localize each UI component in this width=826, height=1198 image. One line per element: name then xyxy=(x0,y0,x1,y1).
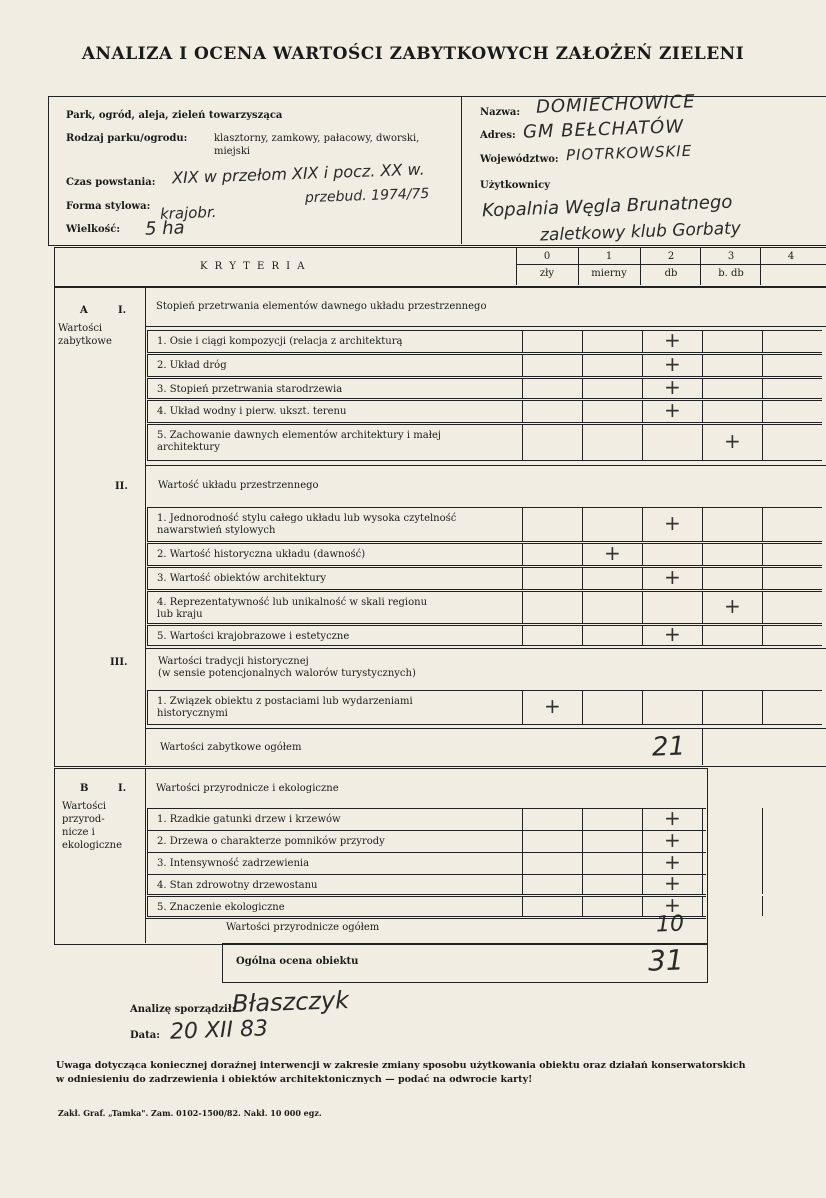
row-border xyxy=(147,808,148,830)
grid-col-line xyxy=(522,896,523,916)
grid-col-line xyxy=(522,625,523,645)
table-row-label: 1. Osie i ciągi kompozycji (relacja z architekturą xyxy=(157,336,403,347)
row-border xyxy=(147,623,822,624)
grid-col-line xyxy=(702,424,703,460)
overall-label: Ogólna ocena obiektu xyxy=(236,956,359,967)
grid-col-line xyxy=(522,378,523,398)
row-border xyxy=(147,378,148,398)
table-row-label: 1. Rzadkie gatunki drzew i krzewów xyxy=(157,814,341,825)
table-row-label: 3. Stopień przetrwania starodrzewia xyxy=(157,384,343,395)
row-border xyxy=(147,330,148,352)
section-b-name-2: przyrod- xyxy=(62,814,105,825)
section-b-left-divider xyxy=(145,768,146,943)
a-g1-title: Stopień przetrwania elementów dawnego układu przestrzennego xyxy=(156,301,487,312)
b-total-label: Wartości przyrodnicze ogółem xyxy=(226,922,380,933)
kryteria-hline xyxy=(516,264,826,265)
grid-col-line xyxy=(702,874,703,894)
section-a-letter: A xyxy=(80,305,88,316)
grid-col-line xyxy=(762,874,763,894)
page-title: ANALIZA I OCENA WARTOŚCI ZABYTKOWYCH ZAŁOŻEŃ ZIELENI xyxy=(81,44,745,64)
grid-col-line xyxy=(762,378,763,398)
woj-label: Województwo: xyxy=(480,154,559,165)
kryteria-col-name: b. db xyxy=(718,268,744,279)
plus-mark: + xyxy=(664,871,681,895)
grid-col-line xyxy=(762,896,763,916)
section-b-name-3: nicze i xyxy=(62,827,95,838)
uzytk-label: Użytkownicy xyxy=(480,180,551,191)
grid-col-line xyxy=(582,378,583,398)
wielkosc-value: 5 ha xyxy=(144,217,185,240)
grid-col-line xyxy=(642,625,643,645)
plus-mark: + xyxy=(664,806,681,830)
row-border xyxy=(147,591,822,592)
a-g1-line xyxy=(145,326,826,327)
row-border xyxy=(147,354,148,376)
plus-mark: + xyxy=(664,328,681,352)
czas-value-2: przebud. 1974/75 xyxy=(304,185,430,207)
grid-col-line xyxy=(582,424,583,460)
table-row-label: 1. Związek obiektu z postaciami lub wydarzeniami xyxy=(157,696,413,707)
grid-col-line xyxy=(522,591,523,623)
grid-col-line xyxy=(642,690,643,724)
section-divider xyxy=(145,728,826,729)
table-row-label: architektury xyxy=(157,442,220,453)
table-row-label: 1. Jednorodność stylu całego układu lub wysoka czytelność xyxy=(157,513,457,524)
row-border xyxy=(147,625,148,645)
grid-col-line xyxy=(762,567,763,589)
grid-col-line xyxy=(522,543,523,565)
grid-col-line xyxy=(702,808,703,830)
kryteria-col-name: mierny xyxy=(591,268,627,279)
table-row-label: 5. Wartości krajobrazowe i estetyczne xyxy=(157,631,350,642)
plus-mark: + xyxy=(664,893,681,917)
kryteria-col-num: 4 xyxy=(787,251,795,262)
row-border xyxy=(147,874,706,875)
row-border xyxy=(147,896,706,897)
table-row-label: 3. Intensywność zadrzewienia xyxy=(157,858,310,869)
data-label: Data: xyxy=(130,1030,160,1041)
section-a-roman3: III. xyxy=(110,657,128,668)
section-b-letter: B xyxy=(80,783,89,794)
row-border xyxy=(147,352,822,353)
grid-col-line xyxy=(582,690,583,724)
plus-mark: + xyxy=(664,352,681,376)
section-divider xyxy=(145,918,706,919)
uwaga-line-2: w odniesieniu do zadrzewienia i obiektów architektonicznych — podać na odwrocie karty! xyxy=(56,1074,533,1085)
grid-col-line xyxy=(582,874,583,894)
section-b-name-4: ekologiczne xyxy=(62,840,123,851)
grid-col-line xyxy=(642,354,643,376)
kryteria-col-num: 1 xyxy=(605,251,613,262)
b-g1-title: Wartości przyrodnicze i ekologiczne xyxy=(156,783,339,794)
plus-mark: + xyxy=(604,541,621,565)
grid-col-line xyxy=(522,830,523,852)
b-total-value: 10 xyxy=(655,911,685,938)
grid-col-line xyxy=(642,567,643,589)
grid-col-line xyxy=(522,567,523,589)
forma-value: krajobr. xyxy=(159,203,217,223)
grid-col-line xyxy=(642,543,643,565)
row-border xyxy=(147,625,822,626)
row-border xyxy=(147,507,148,541)
nazwa-label: Nazwa: xyxy=(480,107,521,118)
czas-value: XIX w przełom XIX i pocz. XX w. xyxy=(171,159,425,188)
woj-value: PIOTRKOWSKIE xyxy=(565,141,693,165)
row-border xyxy=(147,589,822,590)
table-row-label: 3. Wartość obiektów architektury xyxy=(157,573,327,584)
row-border xyxy=(147,894,706,895)
a-g2-title: Wartość układu przestrzennego xyxy=(158,480,319,491)
grid-col-line xyxy=(582,808,583,830)
row-border xyxy=(147,645,822,646)
plus-mark: + xyxy=(664,398,681,422)
grid-col-line xyxy=(522,507,523,541)
row-border xyxy=(147,916,706,917)
row-border xyxy=(147,398,822,399)
grid-col-line xyxy=(762,808,763,830)
grid-col-line xyxy=(702,896,703,916)
row-border xyxy=(147,567,148,589)
grid-col-line xyxy=(582,591,583,623)
plus-mark: + xyxy=(664,565,681,589)
row-border xyxy=(147,354,822,355)
plus-mark: + xyxy=(664,850,681,874)
grid-col-line xyxy=(702,591,703,623)
grid-col-line xyxy=(642,591,643,623)
grid-col-line xyxy=(762,424,763,460)
grid-col-line xyxy=(642,507,643,541)
kryteria-col-name: db xyxy=(664,268,678,279)
grid-col-line xyxy=(762,507,763,541)
grid-col-line xyxy=(582,400,583,422)
forma-label: Forma stylowa: xyxy=(66,201,151,212)
grid-col-line xyxy=(702,728,703,765)
row-border xyxy=(147,852,148,874)
header-divider xyxy=(461,96,462,244)
grid-col-line xyxy=(762,852,763,874)
kryteria-label: K R Y T E R I A xyxy=(200,261,307,272)
row-border xyxy=(147,567,822,568)
plus-mark: + xyxy=(664,511,681,535)
grid-col-line xyxy=(642,830,643,852)
row-border xyxy=(147,424,822,425)
wielkosc-label: Wielkość: xyxy=(66,224,121,235)
grid-col-line xyxy=(522,874,523,894)
grid-col-line xyxy=(642,400,643,422)
adres-value: GM BEŁCHATÓW xyxy=(522,116,685,143)
grid-col-line xyxy=(582,830,583,852)
grid-col-line xyxy=(582,567,583,589)
grid-col-line xyxy=(642,852,643,874)
a-g3-title: Wartości tradycji historycznej xyxy=(158,656,309,667)
table-row-label: historycznymi xyxy=(157,708,228,719)
grid-col-line xyxy=(582,896,583,916)
row-border xyxy=(147,422,822,423)
plus-mark: + xyxy=(664,828,681,852)
rodzaj-options: klasztorny, zamkowy, pałacowy, dworski, xyxy=(214,133,420,144)
plus-mark: + xyxy=(544,694,561,718)
grid-col-line xyxy=(762,625,763,645)
row-border xyxy=(147,724,822,725)
row-border xyxy=(147,690,148,724)
grid-col-line xyxy=(762,330,763,352)
kryteria-col-name: zły xyxy=(539,268,555,279)
section-b-name-1: Wartości xyxy=(62,801,107,812)
plus-mark: + xyxy=(664,622,681,646)
row-border xyxy=(147,376,822,377)
section-divider xyxy=(145,465,826,466)
print-info: Zakł. Graf. „Tamka". Zam. 0102-1500/82. Nakł. 10 000 egz. xyxy=(58,1108,322,1118)
park-label: Park, ogród, aleja, zieleń towarzysząca xyxy=(66,110,283,121)
grid-col-line xyxy=(642,896,643,916)
row-border xyxy=(147,543,822,544)
analize-label: Analizę sporządził: xyxy=(130,1004,236,1015)
table-row-label: 5. Znaczenie ekologiczne xyxy=(157,902,285,913)
row-border xyxy=(147,830,706,831)
section-a-left-divider xyxy=(145,287,146,765)
grid-col-line xyxy=(522,424,523,460)
section-a-roman1: I. xyxy=(118,305,127,316)
row-border xyxy=(147,541,822,542)
rodzaj-label: Rodzaj parku/ogrodu: xyxy=(66,133,188,144)
grid-col-line xyxy=(702,690,703,724)
grid-col-line xyxy=(762,354,763,376)
row-border xyxy=(147,543,148,565)
plus-mark: + xyxy=(724,594,741,618)
row-border xyxy=(147,896,148,916)
grid-col-line xyxy=(702,567,703,589)
grid-col-line xyxy=(702,354,703,376)
row-border xyxy=(147,400,822,401)
grid-col-line xyxy=(582,852,583,874)
table-row-label: 4. Reprezentatywność lub unikalność w skali regionu xyxy=(157,597,428,608)
row-border xyxy=(147,808,706,809)
grid-col-line xyxy=(702,852,703,874)
grid-col-line xyxy=(702,330,703,352)
data-value: 20 XII 83 xyxy=(169,1016,269,1045)
grid-col-line xyxy=(642,874,643,894)
a-g3-title-2: (w sensie potencjonalnych walorów turystycznych) xyxy=(158,668,416,679)
table-row-label: 4. Stan zdrowotny drzewostanu xyxy=(157,880,318,891)
uzytk-value-2: zaletkowy klub Gorbaty xyxy=(539,218,742,246)
table-row-label: 4. Układ wodny i pierw. ukszt. terenu xyxy=(157,406,347,417)
grid-col-line xyxy=(642,378,643,398)
row-border xyxy=(147,424,148,460)
section-a-name: Wartości zabytkowe xyxy=(58,323,112,347)
row-border xyxy=(147,591,148,623)
row-border xyxy=(147,460,822,461)
grid-col-line xyxy=(702,507,703,541)
section-b-roman1: I. xyxy=(118,783,127,794)
grid-col-line xyxy=(522,400,523,422)
grid-col-line xyxy=(702,543,703,565)
adres-label: Adres: xyxy=(480,130,516,141)
rodzaj-options-2: miejski xyxy=(214,146,251,157)
grid-col-line xyxy=(582,625,583,645)
grid-col-line xyxy=(522,354,523,376)
grid-col-line xyxy=(642,330,643,352)
a-total-value: 21 xyxy=(651,731,686,763)
grid-col-line xyxy=(582,354,583,376)
table-row-label: 2. Wartość historyczna układu (dawność) xyxy=(157,549,366,560)
kryteria-col-num: 0 xyxy=(543,251,551,262)
table-row-label: 2. Układ dróg xyxy=(157,360,227,371)
grid-col-line xyxy=(702,378,703,398)
uwaga-line-1: Uwaga dotycząca koniecznej doraźnej interwencji w zakresie zmiany sposobu użytkowania obiektu oraz działań konserwatorskich xyxy=(56,1060,746,1071)
row-border xyxy=(147,690,822,691)
row-border xyxy=(147,852,706,853)
a-total-label: Wartości zabytkowe ogółem xyxy=(160,742,302,753)
analize-value: Błaszczyk xyxy=(231,985,350,1019)
table-row-label: lub kraju xyxy=(157,609,203,620)
grid-col-line xyxy=(762,400,763,422)
row-border xyxy=(147,874,148,894)
section-divider xyxy=(145,648,826,649)
grid-col-line xyxy=(702,830,703,852)
grid-col-line xyxy=(522,852,523,874)
row-border xyxy=(147,330,822,331)
grid-col-line xyxy=(582,330,583,352)
grid-col-line xyxy=(762,543,763,565)
grid-col-line xyxy=(582,507,583,541)
grid-col-line xyxy=(702,625,703,645)
kryteria-col-num: 2 xyxy=(667,251,675,262)
grid-col-line xyxy=(642,424,643,460)
grid-col-line xyxy=(522,690,523,724)
overall-value: 31 xyxy=(647,943,685,978)
row-border xyxy=(147,565,822,566)
grid-col-line xyxy=(642,808,643,830)
grid-col-line xyxy=(582,543,583,565)
grid-col-line xyxy=(522,808,523,830)
grid-col-line xyxy=(762,591,763,623)
row-border xyxy=(147,378,822,379)
kryteria-col-num: 3 xyxy=(727,251,735,262)
grid-col-line xyxy=(762,830,763,852)
row-border xyxy=(147,507,822,508)
table-row-label: 2. Drzewa o charakterze pomników przyrody xyxy=(157,836,385,847)
uzytk-value-1: Kopalnia Węgla Brunatnego xyxy=(481,191,733,222)
section-a-roman2: II. xyxy=(115,481,128,492)
table-row-label: nawarstwień stylowych xyxy=(157,525,276,536)
plus-mark: + xyxy=(664,375,681,399)
grid-col-line xyxy=(702,400,703,422)
grid-col-line xyxy=(762,690,763,724)
czas-label: Czas powstania: xyxy=(66,177,156,188)
table-row-label: 5. Zachowanie dawnych elementów architektury i małej xyxy=(157,430,441,441)
nazwa-value: DOMIECHOWICE xyxy=(535,91,696,118)
plus-mark: + xyxy=(724,429,741,453)
row-border xyxy=(147,400,148,422)
row-border xyxy=(147,830,148,852)
grid-col-line xyxy=(522,330,523,352)
